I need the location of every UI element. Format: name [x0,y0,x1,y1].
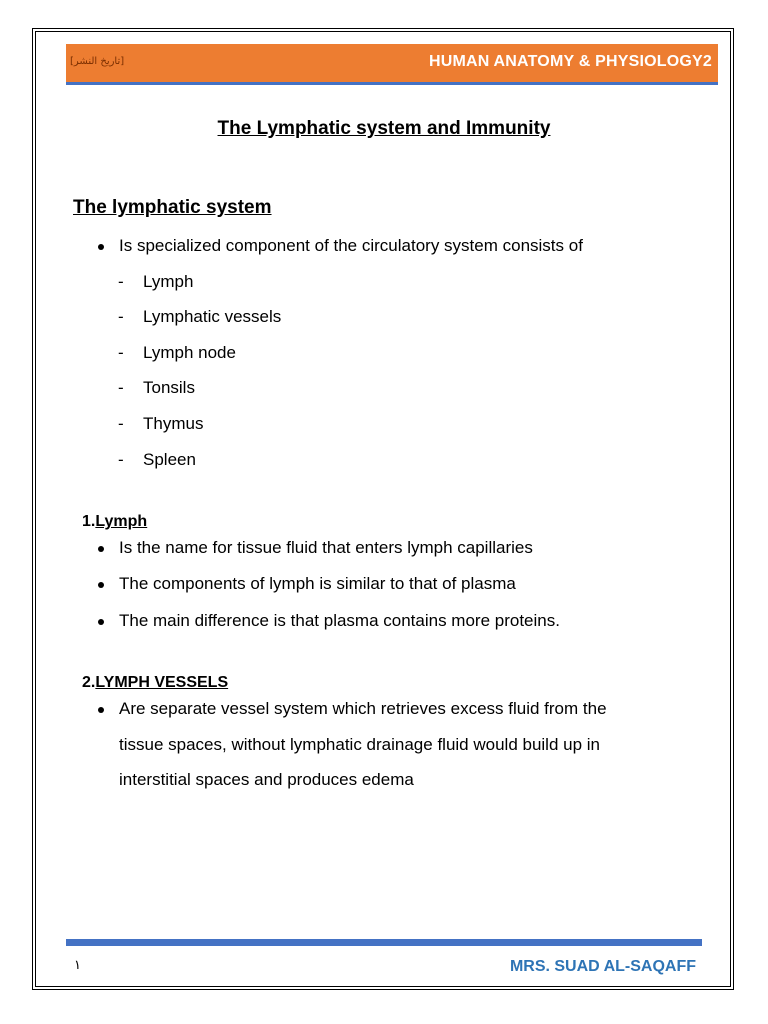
lymph-heading [82,513,147,531]
list-item: Lymph [143,272,194,291]
lymph-bullet: The main difference is that plasma contains more proteins. [119,611,560,630]
dash-icon: - [118,450,124,469]
page-border [32,28,734,990]
document-title: The Lymphatic system and Immunity [217,118,551,139]
lymph-number: 1. [82,513,96,530]
footer-author: MRS. SUAD AL-SAQAFF [509,958,696,975]
list-item: Spleen [143,450,196,469]
vessels-number: 2. [82,674,96,691]
header-band [66,44,718,85]
list-item: Lymphatic vessels [143,307,282,326]
dash-icon: - [118,307,124,326]
list-item: Lymph node [143,343,236,362]
list-item: Tonsils [143,378,195,397]
bullet-icon [98,244,104,250]
dash-icon: - [118,272,124,291]
bullet-icon [98,582,104,588]
vessels-line: tissue spaces, without lymphatic drainage fluid would build up in [119,735,600,754]
vessels-heading-text: LYMPH VESSELS [95,674,229,691]
lymph-bullet: The components of lymph is similar to that of plasma [119,574,516,593]
list-item: Thymus [143,414,204,433]
course-title: HUMAN ANATOMY & PHYSIOLOGY2 [428,53,712,70]
vessels-line: Are separate vessel system which retrieves excess fluid from the [119,699,607,718]
vessels-line: interstitial spaces and produces edema [119,770,414,789]
dash-icon: - [118,378,124,397]
intro-text: Is specialized component of the circulatory system consists of [119,236,583,255]
bullet-icon [98,619,104,625]
lymph-bullet: Is the name for tissue fluid that enters lymph capillaries [119,538,533,557]
section-heading: The lymphatic system [73,197,272,218]
dash-icon: - [118,343,124,362]
publish-date-placeholder: [تاريخ النشر] [70,56,125,67]
dash-icon: - [118,414,124,433]
lymph-heading-text: Lymph [95,513,148,530]
bullet-icon [98,707,104,713]
footer-bar [66,939,702,946]
page-number: ١ [74,957,81,972]
bullet-icon [98,546,104,552]
vessels-heading [82,674,228,692]
